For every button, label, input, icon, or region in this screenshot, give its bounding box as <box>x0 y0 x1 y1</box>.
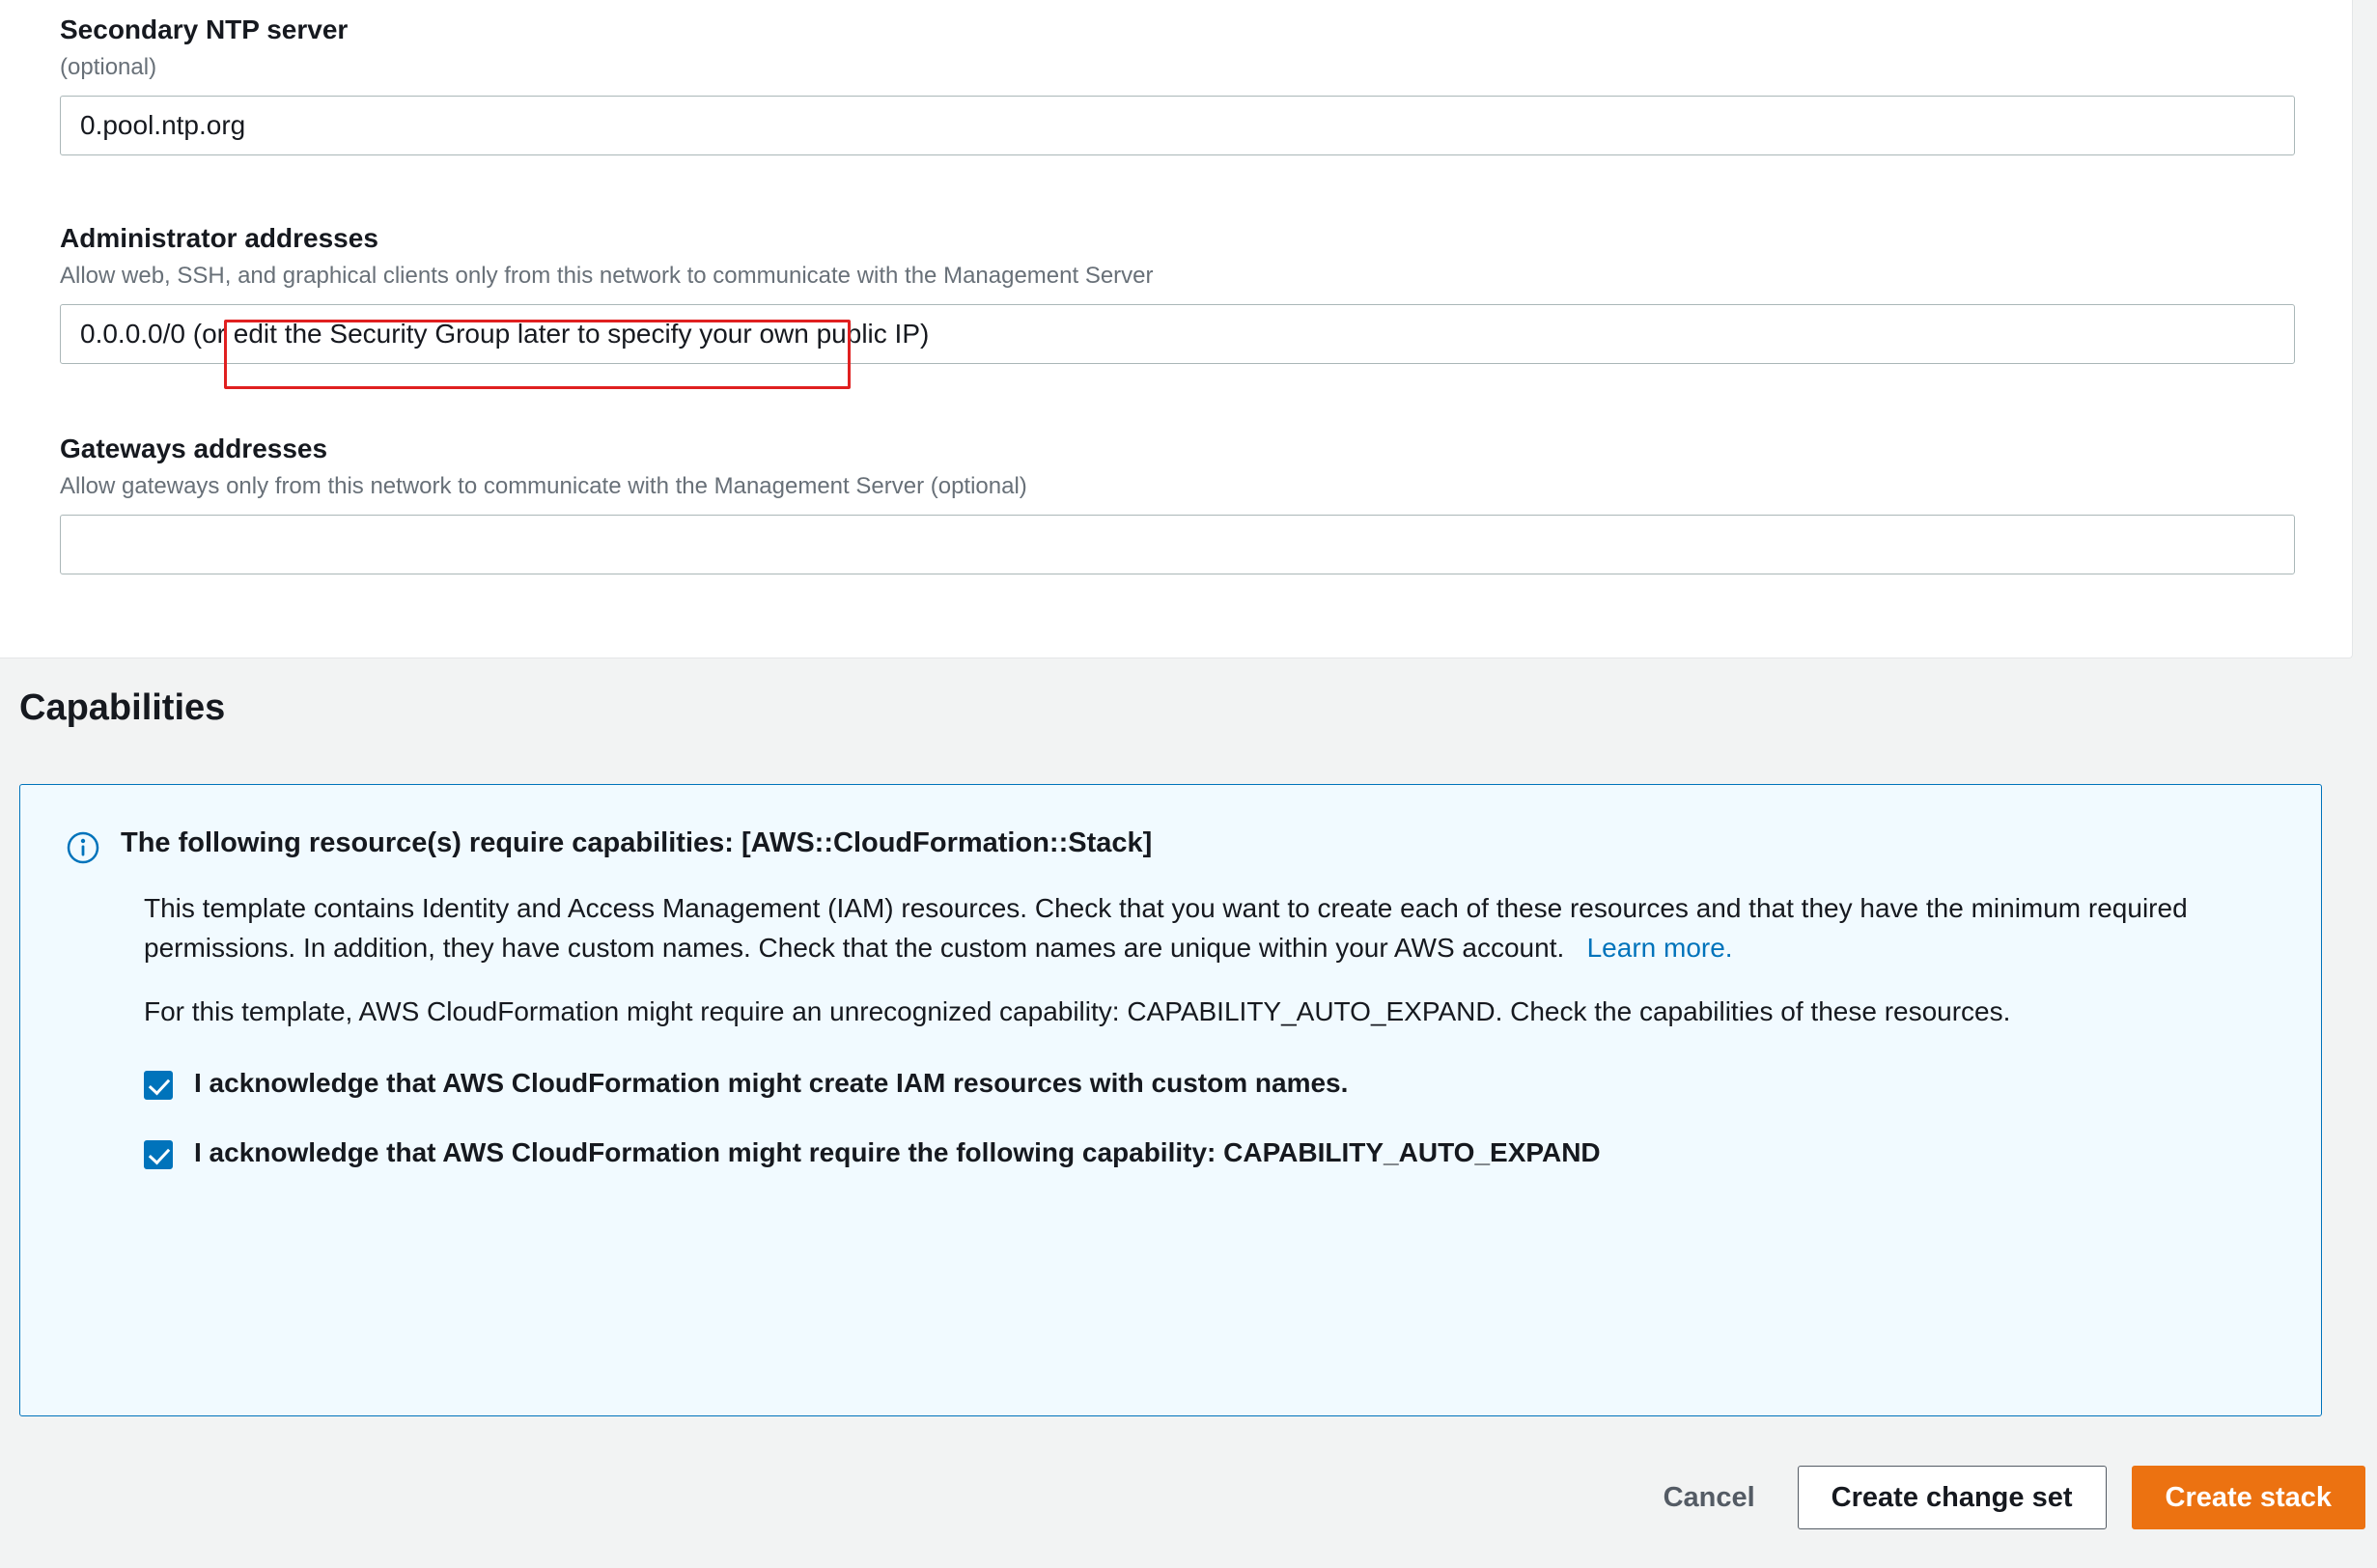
capabilities-heading: The following resource(s) require capabilities: [AWS::CloudFormation::Stack] <box>121 827 1153 858</box>
stack-parameters-panel <box>0 0 2353 658</box>
administrator-addresses-input[interactable] <box>60 304 2295 364</box>
secondary-ntp-server-input[interactable]: 0.pool.ntp.org <box>60 96 2295 155</box>
acknowledge-auto-expand-checkbox[interactable] <box>144 1140 173 1169</box>
acknowledge-auto-expand-label: I acknowledge that AWS CloudFormation might require the following capability: CAPABILITY_AUTO_EXPAND <box>194 1136 1601 1167</box>
administrator-addresses-value <box>80 319 929 350</box>
field-hint: Allow web, SSH, and graphical clients only from this network to communicate with the Management Server <box>60 262 1154 289</box>
capabilities-alert <box>19 784 2322 1416</box>
acknowledge-iam-checkbox[interactable] <box>144 1071 173 1100</box>
field-label: Administrator addresses <box>60 223 378 253</box>
acknowledge-iam-label: I acknowledge that AWS CloudFormation might create IAM resources with custom names. <box>194 1067 1349 1098</box>
capabilities-paragraph-2: For this template, AWS CloudFormation might require an unrecognized capability: CAPABILITY_AUTO_EXPAND. Check the capabilities of these resources. <box>144 996 2011 1027</box>
capabilities-paragraph-1-text: This template contains Identity and Access Management (IAM) resources. Check that you want to create each of these resources and that they have the minimum required permissions. In addition, they have custom names. Check that the custom names are unique within your AWS account. <box>144 893 2188 963</box>
field-hint: (optional) <box>60 53 157 80</box>
field-hint: Allow gateways only from this network to communicate with the Management Server (optional) <box>60 472 1027 499</box>
info-circle-icon <box>67 831 99 864</box>
administrator-addresses-note: (or edit the Security Group later to specify your own public IP) <box>192 318 930 349</box>
create-change-set-button[interactable]: Create change set <box>1798 1466 2107 1529</box>
field-label: Gateways addresses <box>60 434 328 463</box>
capabilities-paragraph-1 <box>144 889 2244 967</box>
field-gateways-addresses <box>60 433 2295 574</box>
field-label: Secondary NTP server <box>60 14 349 44</box>
capabilities-alert-header <box>20 785 2321 864</box>
acknowledgement-row-iam[interactable] <box>20 1065 2321 1102</box>
page-section-title: Capabilities <box>19 687 226 728</box>
create-stack-button[interactable]: Create stack <box>2132 1466 2366 1529</box>
gateways-addresses-input[interactable] <box>60 515 2295 574</box>
cancel-button[interactable]: Cancel <box>1646 1468 1773 1527</box>
field-secondary-ntp-server <box>60 14 2295 155</box>
capabilities-body <box>20 889 2321 1032</box>
field-administrator-addresses <box>60 222 2295 364</box>
form-actions <box>1646 1466 2365 1529</box>
administrator-addresses-cidr: 0.0.0.0/0 <box>80 318 193 349</box>
acknowledgement-row-auto-expand[interactable] <box>20 1134 2321 1171</box>
learn-more-link[interactable]: Learn more. <box>1586 932 1733 963</box>
